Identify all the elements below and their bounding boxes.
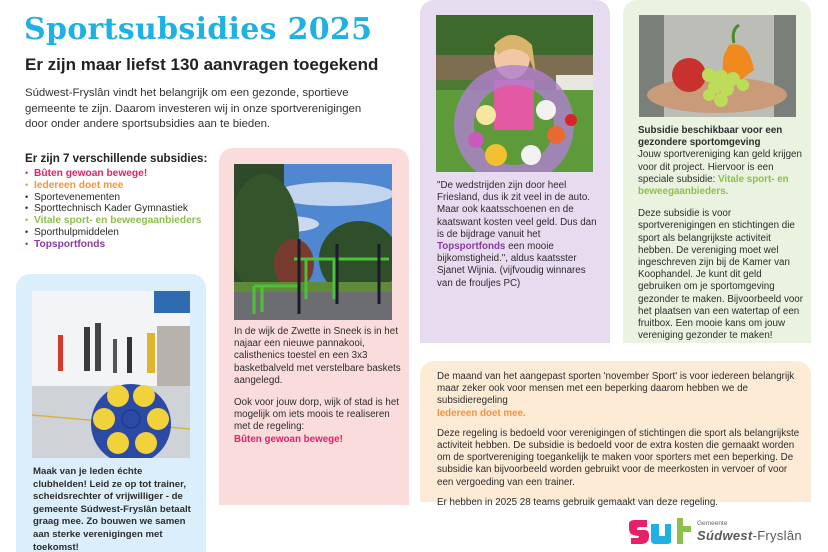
bullet-icon: • [25,226,29,237]
iedereen-link: Iedereen doet mee. [437,407,526,419]
bullet-icon: • [25,191,29,202]
bullet-icon: • [25,168,29,178]
logo-name: Súdwest-Fryslân [697,528,802,543]
vitale-panel [623,0,811,343]
subsidy-item-vitale: • Vitale sport- en beweegaanbieders [25,215,202,227]
kaatsster-photo [436,15,593,172]
subsidy-item-iedereen: • Iedereen doet mee [25,179,124,191]
subsidy-item-sporthulpmiddelen: • Sporthulpmiddelen [25,226,119,238]
calisthenics-photo [234,164,392,320]
subsidy-list [25,168,201,251]
gemeente-logo [627,518,807,548]
bullet-icon: • [25,215,29,226]
vitale-heading: Subsidie beschikbaar voor een gezondere sportomgeving [638,125,783,149]
subsidy-list-heading: Er zijn 7 verschillende subsidies: [25,152,208,165]
korfball-panel [16,274,206,552]
topsportfonds-link: Topsportfonds [437,241,506,253]
bullet-icon: • [25,238,29,249]
buten-link: Bûten gewoan bewege! [234,433,343,445]
logo-gemeente: Gemeente [697,520,728,527]
vitale-link: Vitale sport- en beweegaanbieders. [638,173,789,198]
topsport-panel [420,0,610,343]
calisthenics-text: In de wijk de Zwette in Sneek is in het najaar een nieuwe pannakooi, calisthenics toestel en een 3x3 basketbalveld met verstelbare baskets aangelegd. Ook voor jouw dorp, wijk of stad is het mogelijk om iets moois te realiseren met de regeling: Bûten gewoan bewege! [234,326,404,446]
fruit-photo [639,15,796,117]
vitale-text: Subsidie beschikbaar voor een gezondere sportomgeving Jouw sportvereniging kan geld krijgen voor dit project. Hiervoor is een speciale subsidie: Vitale sport- en beweegaanbieders. Deze subsidie is voor sportverenigingen en stichtingen die sport als belangrijkste activiteit hebben. De vereniging moet wel ingeschreven zijn bij de Kamer van Koophandel. Je kunt dit geld gebruiken om je sportomgeving gezonder te maken. Bijvoorbeeld voor het plaatsen van een watertap of een fruitbox. Een mooie kans om jouw vereniging gezonder te maken! [638,125,804,342]
korfball-photo [32,291,190,458]
topsport-quote: "De wedstrijden zijn door heel Friesland, dus ik zit veel in de auto. Maar ook kaatsschoenen en de kaatswant kosten veel geld. Dus dan is de bijdrage vanuit het Topsportfonds een mooie bijkomstigheid.", aldus kaatsster Sjanet Wijnia. (vijfvoudig winnares van de frouljes PC) [437,180,597,289]
subsidy-item-buten: • Bûten gewoan bewege! [25,168,148,179]
subsidy-item-topsportfonds: • Topsportfonds [25,238,106,250]
korfball-text: Maak van je leden échte clubhelden! Leid ze op tot trainer, scheidsrechter of vrijwilliger - de gemeente Súdwest-Fryslân betaalt graag mee. Zo bouwen we samen aan sterke verenigingen met toekomst! [33,466,191,552]
subsidy-item-gymnastiek: • Sporttechnisch Kader Gymnastiek [25,203,189,215]
page-title: Sportsubsidies 2025 [24,12,373,47]
iedereen-text: De maand van het aangepast sporten 'november Sport' is voor iedereen belangrijk maar zeker ook voor mensen met een beperking daarom hebben we de subsidieregeling Iedereen doet mee. Deze regeling is bedoeld voor verenigingen of stichtingen die sport als belangrijkste activiteit hebben. De subsidie is bedoeld voor de extra kosten die gemaakt worden om de sportvereniging toegankelijk te maken voor sporters met een beperking. De subsidie kan bijvoorbeeld worden gebruikt voor de meerkosten in vervoer of voor een vergoeding van een trainer. Er hebben in 2025 28 teams gebruik gemaakt van deze regeling. [437,371,802,509]
subsidy-item-sportevenementen: • Sportevenementen [25,191,121,203]
bullet-icon: • [25,179,29,190]
iedereen-panel [420,361,811,508]
bullet-icon: • [25,203,29,214]
page-subtitle: Er zijn maar liefst 130 aanvragen toegekend [25,55,379,74]
swf-logo-mark-icon [627,518,693,546]
intro-text: Súdwest-Fryslân vindt het belangrijk om een gezonde, sportieve gemeente te zijn. Daarom investeren wij in onze sportverenigingen door onder andere sportsubsidies aan te bieden. [25,87,362,130]
calisthenics-panel [219,148,409,505]
